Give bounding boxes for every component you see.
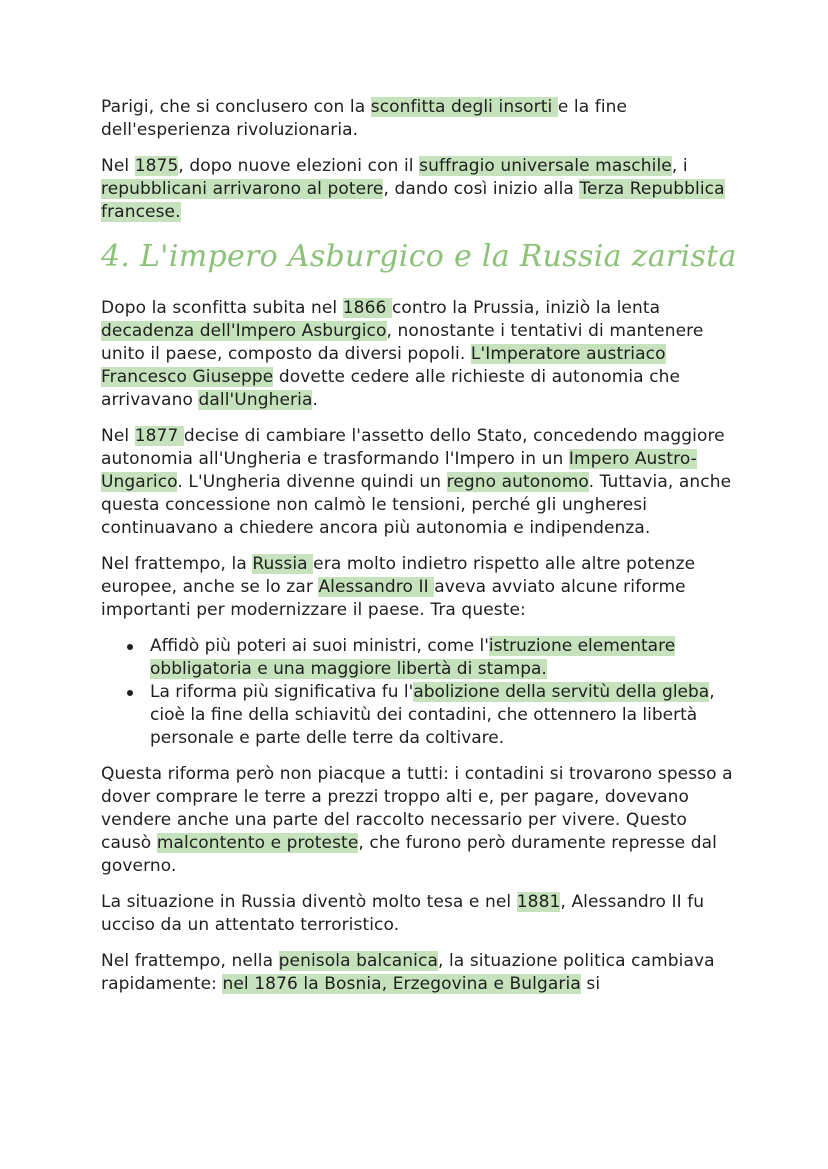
text-run: Dopo la sconfitta subita nel (101, 298, 343, 318)
paragraph-russia (101, 553, 741, 622)
paragraph-1875 (101, 155, 741, 224)
highlight: 1881 (516, 892, 561, 912)
highlight: istruzione elementare obbligatoria e una maggiore libertà di stampa. (150, 636, 676, 679)
paragraph-1866 (101, 297, 741, 412)
highlight: Russia (252, 554, 314, 574)
highlight: penisola balcanica (278, 951, 438, 971)
text-run: , che furono però duramente represse dal governo. (101, 833, 717, 876)
text-run: . L'Ungheria divenne quindi un (177, 472, 447, 492)
text-run: Nel frattempo, la (101, 554, 253, 574)
text-run: . Tuttavia, anche questa concessione non calmò le tensioni, perché gli ungheresi continuavano a chiedere ancora più autonomia e indipendenza. (101, 472, 732, 538)
text-run: La situazione in Russia diventò molto tesa e nel (101, 892, 517, 912)
paragraph-1881 (101, 891, 741, 937)
text-run: Nel (101, 426, 135, 446)
highlight: malcontento e proteste (156, 833, 359, 853)
text-run: Questa riforma però non piacque a tutti: i contadini si trovarono spesso a dover comprare le terre a prezzi troppo alti e, per pagare, dovevano vendere anche una parte del raccolto necessario per vivere. Questo causò (101, 764, 733, 853)
text-run: La riforma più significativa fu l' (150, 682, 414, 702)
paragraph-reform (101, 763, 741, 878)
highlight: abolizione della servitù della gleba (413, 682, 710, 702)
highlight: 1866 (342, 298, 392, 318)
highlight: nel 1876 la Bosnia, Erzegovina e Bulgaria (222, 974, 581, 994)
text-run: , Alessandro II fu ucciso da un attentato terroristico. (101, 892, 705, 935)
text-run: Nel frattempo, nella (101, 951, 279, 971)
highlight: decadenza dell'Impero Asburgico (101, 321, 387, 341)
document-page (101, 96, 741, 1009)
paragraph-balkans (101, 950, 741, 996)
highlight: Alessandro II (318, 577, 435, 597)
text-run: e la fine dell'esperienza rivoluzionaria. (101, 97, 628, 140)
text-run: Nel (101, 156, 135, 176)
list-item (150, 681, 741, 750)
text-run: . (312, 390, 318, 410)
text-run: era molto indietro rispetto alle altre potenze europee, anche se lo zar (101, 554, 696, 597)
highlight: Terza Repubblica francese. (101, 179, 725, 222)
reform-list (101, 635, 741, 750)
text-run: Affidò più poteri ai suoi ministri, come l' (150, 636, 489, 656)
text-run: Parigi, che si conclusero con la (101, 97, 371, 117)
paragraph-1877 (101, 425, 741, 540)
highlight: regno autonomo (446, 472, 589, 492)
section-title: 4. L'impero Asburgico e la Russia zarista (101, 239, 737, 274)
intro-paragraph (101, 96, 741, 142)
text-run: , la situazione politica cambiava rapidamente: (101, 951, 715, 994)
list-item (150, 635, 741, 681)
text-run: , dando così inizio alla (383, 179, 580, 199)
text-run: si (580, 974, 601, 994)
highlight: Impero Austro-Ungarico (101, 449, 697, 492)
text-run: , cioè la fine della schiavitù dei contadini, che ottennero la libertà personale e parte delle terre da coltivare. (150, 682, 715, 748)
text-run: dovette cedere alle richieste di autonomia che arrivavano (101, 367, 681, 410)
text-run: , nonostante i tentativi di mantenere unito il paese, composto da diversi popoli. (101, 321, 704, 364)
text-run: aveva avviato alcune riforme importanti per modernizzare il paese. Tra queste: (101, 577, 686, 620)
highlight: sconfitta degli insorti (370, 97, 558, 117)
highlight: suffragio universale maschile (419, 156, 672, 176)
highlight: 1877 (134, 426, 184, 446)
text-run: contro la Prussia, iniziò la lenta (391, 298, 661, 318)
text-run: , dopo nuove elezioni con il (178, 156, 420, 176)
highlight: 1875 (134, 156, 179, 176)
highlight: repubblicani arrivarono al potere (101, 179, 384, 199)
text-run: , i (671, 156, 688, 176)
text-run: decise di cambiare l'assetto dello Stato, concedendo maggiore autonomia all'Ungheria e trasformando l'Impero in un (101, 426, 725, 469)
highlight: L'Imperatore austriaco Francesco Giuseppe (101, 344, 666, 387)
highlight: dall'Ungheria (198, 390, 313, 410)
